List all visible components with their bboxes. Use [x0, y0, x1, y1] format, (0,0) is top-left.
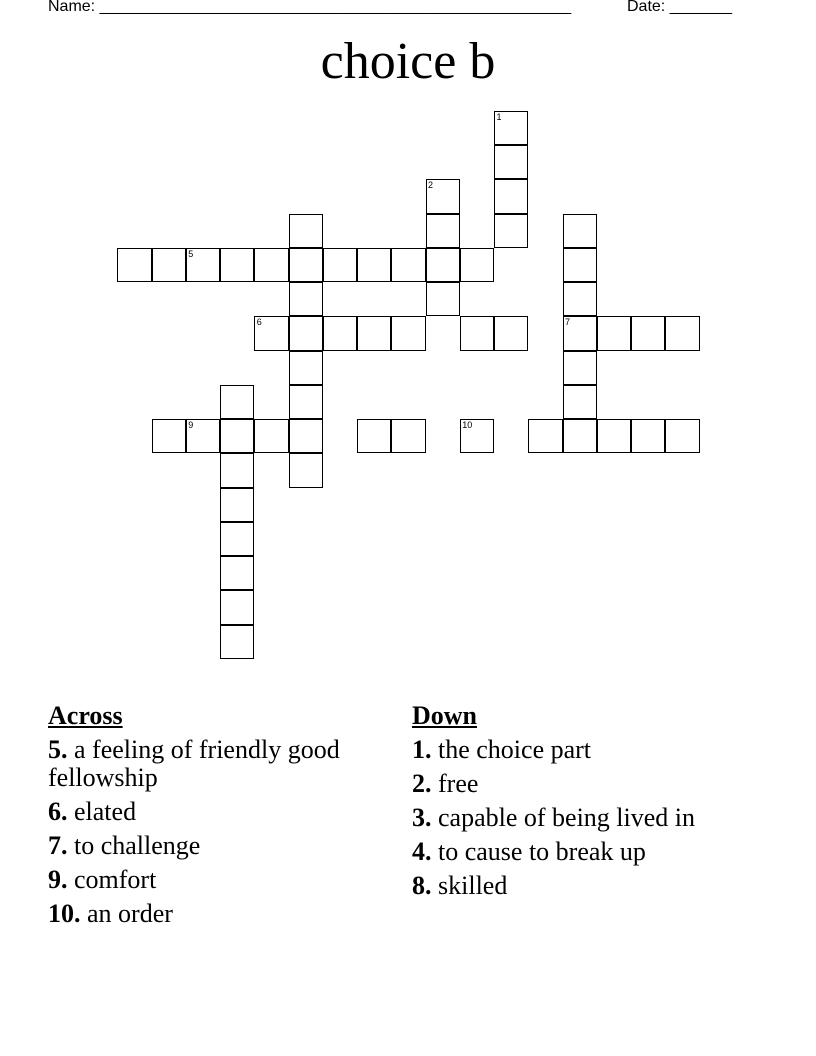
- grid-cell[interactable]: [494, 316, 528, 350]
- clue-number: 10.: [48, 899, 81, 928]
- grid-cell[interactable]: [289, 385, 323, 419]
- grid-cell[interactable]: [289, 351, 323, 385]
- across-clues: [48, 702, 348, 934]
- clue-across-7: [48, 832, 348, 860]
- clue-number: 5.: [48, 735, 68, 764]
- grid-cell[interactable]: [631, 419, 665, 453]
- grid-cell[interactable]: [220, 385, 254, 419]
- grid-cell[interactable]: [220, 625, 254, 659]
- clue-number: 4.: [412, 837, 432, 866]
- grid-cell[interactable]: [391, 316, 425, 350]
- grid-cell[interactable]: [665, 419, 699, 453]
- grid-cell[interactable]: [289, 419, 323, 453]
- grid-cell[interactable]: [186, 419, 220, 453]
- clue-text: capable of being lived in: [438, 803, 696, 832]
- grid-cell[interactable]: [494, 145, 528, 179]
- grid-cell[interactable]: [220, 590, 254, 624]
- grid-cell[interactable]: [563, 282, 597, 316]
- grid-cell[interactable]: [460, 248, 494, 282]
- grid-cell[interactable]: [220, 488, 254, 522]
- clue-number: 9.: [48, 865, 68, 894]
- grid-cell[interactable]: [528, 419, 562, 453]
- grid-cell[interactable]: [357, 419, 391, 453]
- grid-cell[interactable]: [460, 419, 494, 453]
- grid-cell[interactable]: [563, 351, 597, 385]
- down-clues: [412, 702, 742, 906]
- grid-cell[interactable]: [597, 316, 631, 350]
- cell-number: 5: [188, 248, 194, 259]
- clue-text: free: [438, 769, 479, 798]
- grid-cell[interactable]: [665, 316, 699, 350]
- grid-cell[interactable]: [597, 419, 631, 453]
- grid-cell[interactable]: [426, 179, 460, 213]
- grid-cell[interactable]: [563, 385, 597, 419]
- clue-down-1: [412, 736, 742, 764]
- grid-cell[interactable]: [323, 248, 357, 282]
- grid-cell[interactable]: [391, 248, 425, 282]
- grid-cell[interactable]: [289, 453, 323, 487]
- clue-across-6: [48, 798, 348, 826]
- grid-cell[interactable]: [254, 248, 288, 282]
- grid-cell[interactable]: [563, 419, 597, 453]
- grid-cell[interactable]: [220, 556, 254, 590]
- clue-text: comfort: [74, 865, 157, 894]
- clue-across-5: [48, 736, 348, 792]
- down-heading: Down: [412, 701, 478, 730]
- grid-cell[interactable]: [426, 248, 460, 282]
- clue-number: 1.: [412, 735, 432, 764]
- cell-number: 2: [428, 180, 434, 191]
- clue-down-4: [412, 838, 742, 866]
- grid-cell[interactable]: [289, 316, 323, 350]
- clue-number: 2.: [412, 769, 432, 798]
- clue-number: 8.: [412, 871, 432, 900]
- grid-cell[interactable]: [391, 419, 425, 453]
- grid-cell[interactable]: [152, 419, 186, 453]
- clue-number: 6.: [48, 797, 68, 826]
- clue-text: a feeling of friendly good fellowship: [48, 735, 340, 792]
- grid-cell[interactable]: [426, 282, 460, 316]
- grid-cell[interactable]: [494, 111, 528, 145]
- grid-cell[interactable]: [220, 419, 254, 453]
- clue-text: the choice part: [438, 735, 592, 764]
- grid-cell[interactable]: [563, 248, 597, 282]
- grid-cell[interactable]: [152, 248, 186, 282]
- grid-cell[interactable]: [631, 316, 665, 350]
- page-title: choice b: [320, 33, 496, 90]
- clue-text: skilled: [438, 871, 508, 900]
- clue-across-10: [48, 900, 348, 928]
- grid-cell[interactable]: [426, 214, 460, 248]
- grid-cell[interactable]: [254, 316, 288, 350]
- grid-cell[interactable]: [254, 419, 288, 453]
- grid-cell[interactable]: [357, 248, 391, 282]
- clue-down-8: [412, 872, 742, 900]
- grid-cell[interactable]: [494, 214, 528, 248]
- clue-text: to challenge: [74, 831, 201, 860]
- clue-text: elated: [74, 797, 137, 826]
- grid-cell[interactable]: [220, 248, 254, 282]
- cell-number: 9: [188, 420, 194, 430]
- grid-cell[interactable]: [563, 316, 597, 350]
- clue-down-2: [412, 770, 742, 798]
- clue-number: 3.: [412, 803, 432, 832]
- grid-cell[interactable]: [289, 248, 323, 282]
- clue-down-3: [412, 804, 742, 832]
- grid-cell[interactable]: [220, 522, 254, 556]
- cell-number: 7: [565, 317, 571, 328]
- cell-number: 1: [496, 111, 502, 122]
- grid-cell[interactable]: [460, 316, 494, 350]
- clue-text: to cause to break up: [438, 837, 646, 866]
- grid-cell[interactable]: [563, 214, 597, 248]
- grid-cell[interactable]: [117, 248, 151, 282]
- grid-cell[interactable]: [186, 248, 220, 282]
- clue-number: 7.: [48, 831, 68, 860]
- cell-number: 10: [462, 420, 473, 430]
- grid-cell[interactable]: [289, 282, 323, 316]
- name-field[interactable]: Name: _____________________________________________________: [48, 0, 572, 15]
- grid-cell[interactable]: [357, 316, 391, 350]
- date-field[interactable]: Date: _______: [627, 0, 732, 15]
- grid-cell[interactable]: [220, 453, 254, 487]
- grid-cell[interactable]: [323, 316, 357, 350]
- grid-cell[interactable]: [289, 214, 323, 248]
- clue-across-9: [48, 866, 348, 894]
- cell-number: 6: [256, 317, 262, 328]
- clue-text: an order: [87, 899, 173, 928]
- across-heading: Across: [48, 701, 123, 730]
- grid-cell[interactable]: [494, 179, 528, 213]
